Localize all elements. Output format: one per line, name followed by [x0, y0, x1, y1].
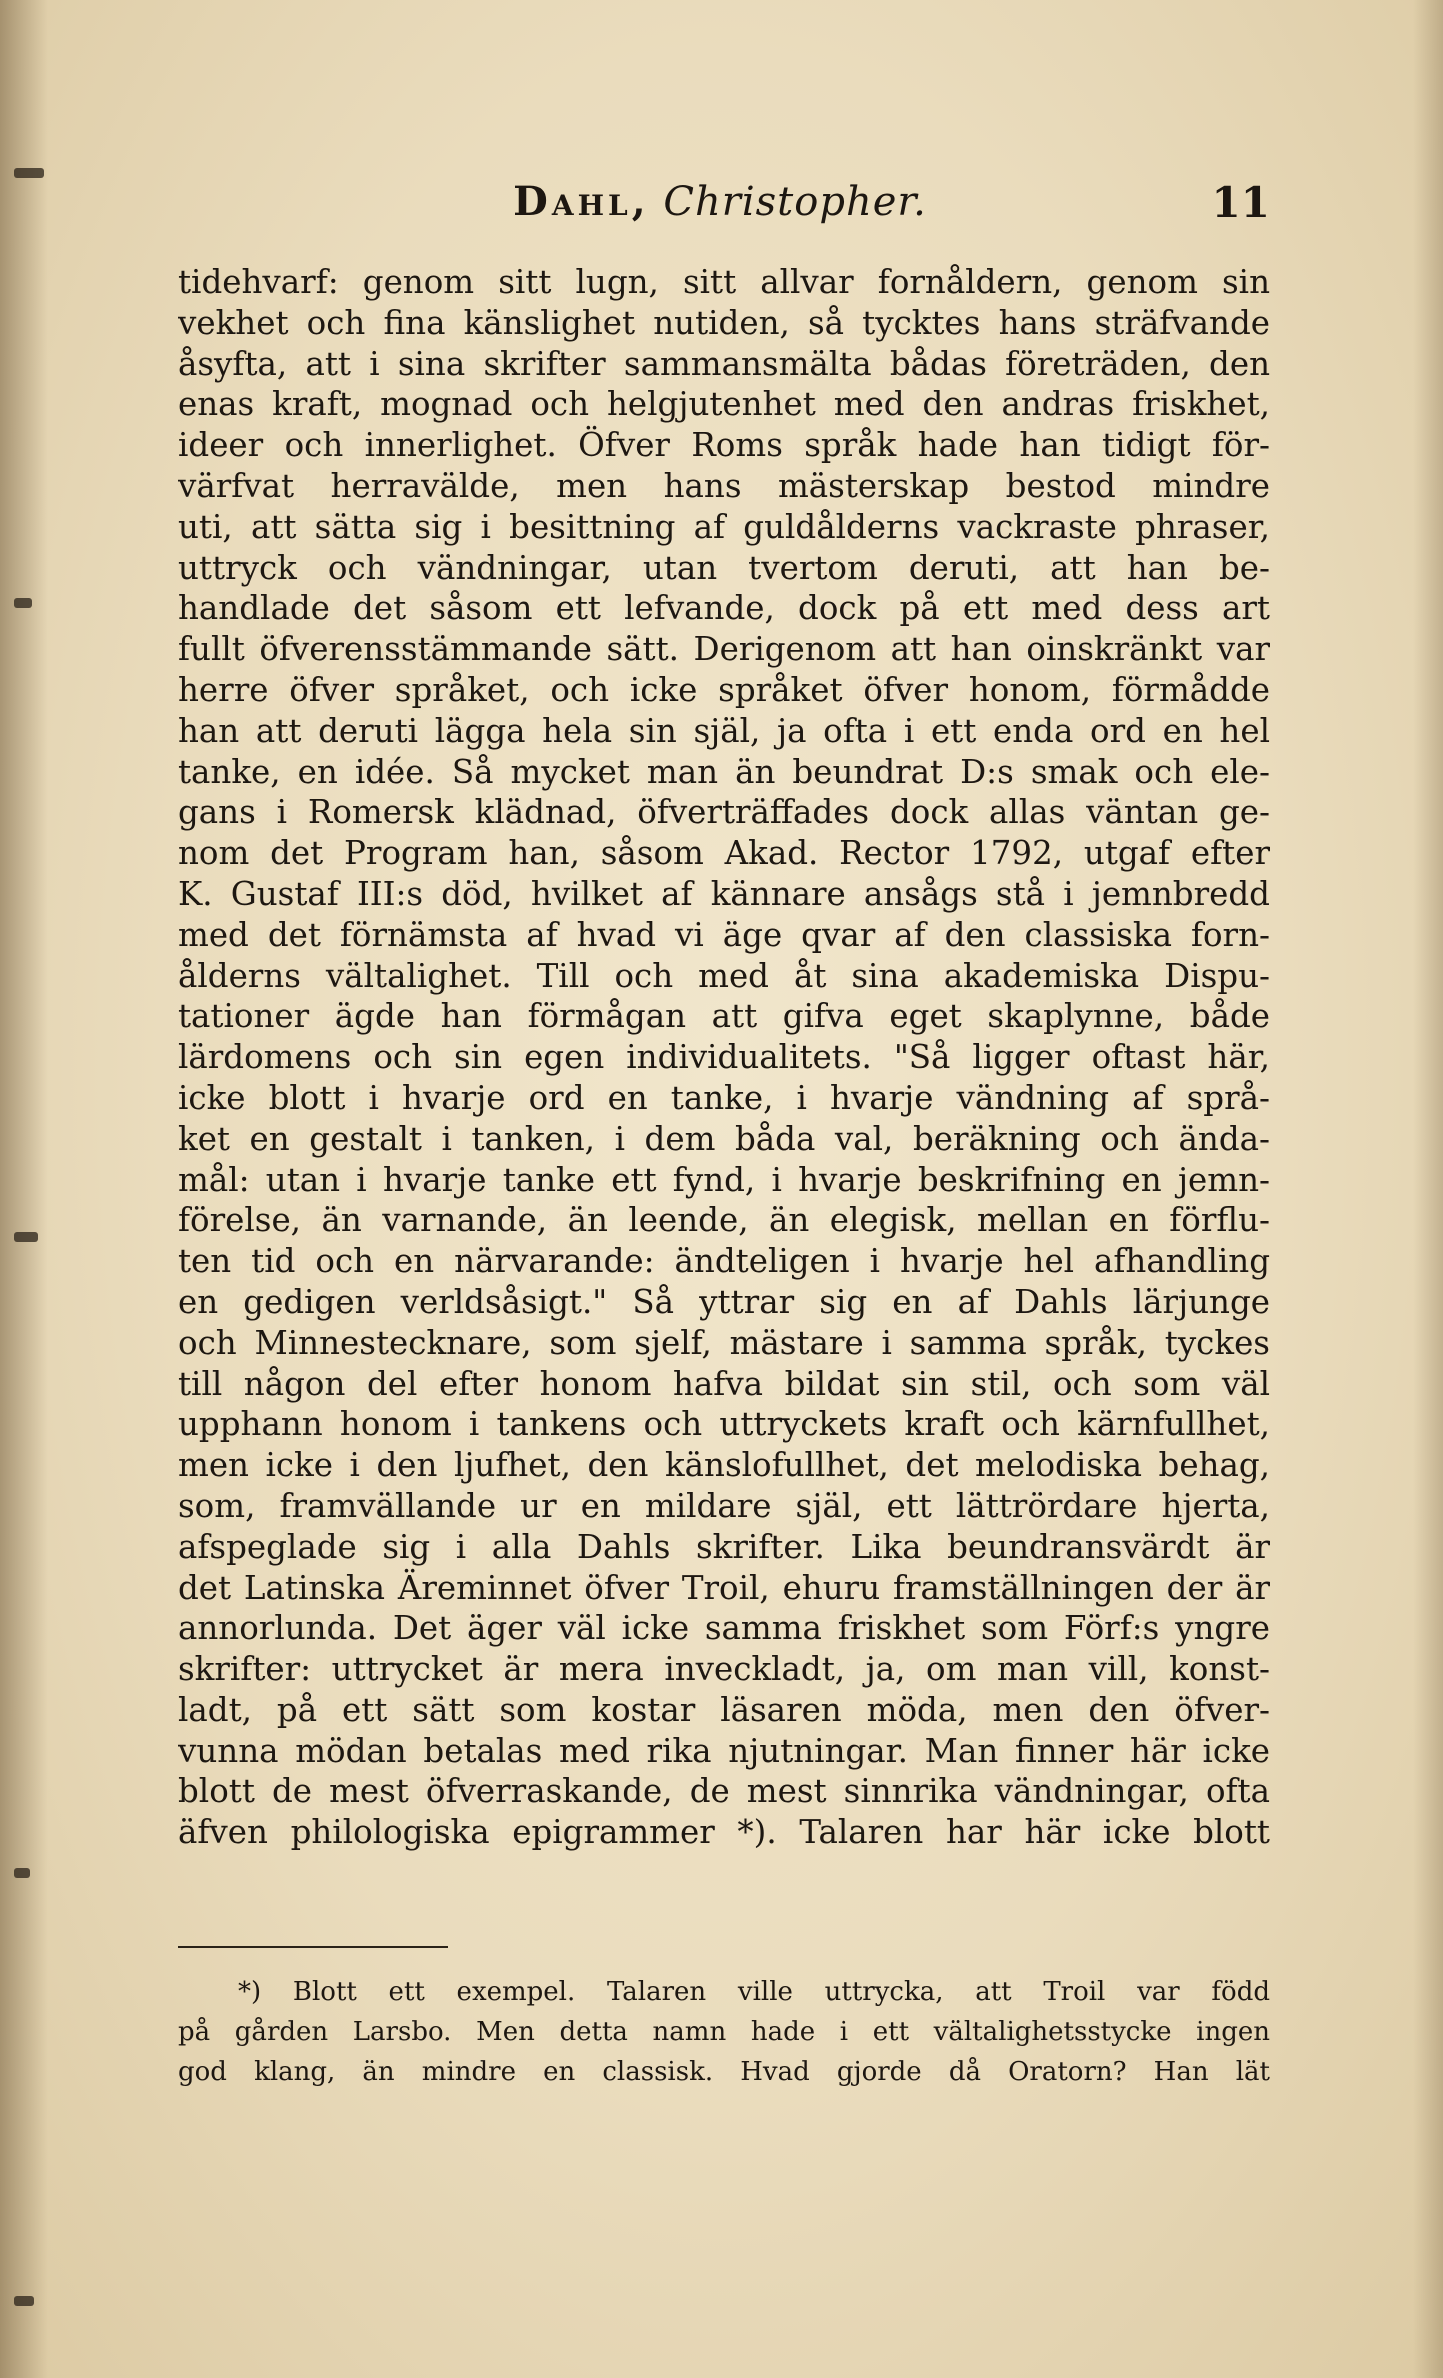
header-title: [170, 178, 1270, 225]
footnote-line: på gården Larsbo. Men detta namn hade i ett vältalighetsstycke ingen: [178, 2017, 1270, 2047]
text-line: en gedigen verldsåsigt." Så yttrar sig en af Dahls lärjunge: [178, 1282, 1270, 1321]
text-line: tidehvarf: genom sitt lugn, sitt allvar fornåldern, genom sin: [178, 263, 1270, 301]
text-line: värfvat herravälde, men hans mästerskap bestod mindre: [178, 466, 1270, 505]
binding-mark: [14, 598, 32, 608]
text-line: äfven philologiska epigrammer *). Talaren har här icke blott: [178, 1813, 1270, 1852]
text-line: herre öfver språket, och icke språket öfver honom, förmådde: [178, 670, 1270, 709]
footnote-line: *) Blott ett exempel. Talaren ville uttrycka, att Troil var född: [238, 1977, 1270, 2007]
text-line: fullt öfverensstämmande sätt. Derigenom att han oinskränkt var: [178, 630, 1270, 669]
text-line: lärdomens och sin egen individualitets. "Så ligger oftast här,: [178, 1038, 1270, 1077]
text-line: ten tid och en närvarande: ändteligen i hvarje hel afhandling: [178, 1242, 1270, 1281]
text-line: vunna mödan betalas med rika njutningar. Man finner här icke: [178, 1731, 1270, 1770]
text-line: handlade det såsom ett lefvande, dock på ett med dess art: [178, 589, 1270, 628]
text-line: ålderns vältalighet. Till och med åt sina akademiska Dispu-: [178, 956, 1270, 995]
text-line: förelse, än varnande, än leende, än elegisk, mellan en förflu-: [178, 1201, 1270, 1240]
text-line: mål: utan i hvarje tanke ett fynd, i hvarje beskrifning en jemn-: [178, 1160, 1270, 1199]
text-line: tanke, en idée. Så mycket man än beundrat D:s smak och ele-: [178, 752, 1270, 791]
text-line: icke blott i hvarje ord en tanke, i hvarje vändning af språ-: [178, 1078, 1270, 1117]
running-header: [170, 178, 1270, 238]
text-line: till någon del efter honom hafva bildat sin stil, och som väl: [178, 1364, 1270, 1403]
text-line: åsyfta, att i sina skrifter sammansmälta bådas företräden, den: [178, 344, 1270, 383]
text-line: upphann honom i tankens och uttryckets kraft och kärnfullhet,: [178, 1405, 1270, 1444]
text-line: men icke i den ljufhet, den känslofullhet, det melodiska behag,: [178, 1446, 1270, 1485]
binding-mark: [14, 2296, 34, 2306]
footnote-line: god klang, än mindre en classisk. Hvad gjorde då Oratorn? Han lät: [178, 2057, 1270, 2087]
text-line: tationer ägde han förmågan att gifva eget skaplynne, både: [178, 997, 1270, 1036]
binding-mark: [14, 168, 44, 178]
text-line: afspeglade sig i alla Dahls skrifter. Lika beundransvärdt är: [178, 1527, 1270, 1566]
body-text: [178, 262, 1270, 1853]
text-line: och Minnestecknare, som sjelf, mästare i samma språk, tyckes: [178, 1323, 1270, 1362]
page-number: 11: [1211, 178, 1270, 227]
text-line: enas kraft, mognad och helgjutenhet med den andras friskhet,: [178, 385, 1270, 424]
footnotes: [178, 1972, 1270, 2092]
text-line: nom det Program han, såsom Akad. Rector 1792, utgaf efter: [178, 834, 1270, 873]
text-line: vekhet och fina känslighet nutiden, så tycktes hans sträfvande: [178, 303, 1270, 342]
binding-shadow: [0, 0, 48, 2378]
text-line: ket en gestalt i tanken, i dem båda val, beräkning och ända-: [178, 1119, 1270, 1158]
text-line: gans i Romersk klädnad, öfverträffades dock allas väntan ge-: [178, 793, 1270, 832]
text-line: K. Gustaf III:s död, hvilket af kännare ansågs stå i jemnbredd: [178, 874, 1270, 913]
text-line: med det förnämsta af hvad vi äge qvar af den classiska forn-: [178, 915, 1270, 954]
text-line: skrifter: uttrycket är mera inveckladt, ja, om man vill, konst-: [178, 1650, 1270, 1689]
binding-mark: [14, 1868, 30, 1878]
header-given-name: Christopher.: [663, 179, 927, 225]
page-edge-shadow: [1413, 0, 1443, 2378]
text-line: ladt, på ett sätt som kostar läsaren möda, men den öfver-: [178, 1690, 1270, 1729]
header-surname: Dahl,: [513, 178, 650, 225]
text-line: det Latinska Äreminnet öfver Troil, ehuru framställningen der är: [178, 1568, 1270, 1607]
text-line: uti, att sätta sig i besittning af guldålderns vackraste phraser,: [178, 507, 1270, 546]
binding-mark: [14, 1232, 38, 1242]
text-line: blott de mest öfverraskande, de mest sinnrika vändningar, ofta: [178, 1772, 1270, 1811]
text-line: ideer och innerlighet. Öfver Roms språk hade han tidigt för-: [178, 426, 1270, 465]
text-line: annorlunda. Det äger väl icke samma friskhet som Förf:s yngre: [178, 1609, 1270, 1648]
text-line: som, framvällande ur en mildare själ, ett lättrördare hjerta,: [178, 1486, 1270, 1525]
footnote-divider: [178, 1946, 448, 1948]
text-line: uttryck och vändningar, utan tvertom deruti, att han be-: [178, 548, 1270, 587]
text-line: han att deruti lägga hela sin själ, ja ofta i ett enda ord en hel: [178, 711, 1270, 750]
